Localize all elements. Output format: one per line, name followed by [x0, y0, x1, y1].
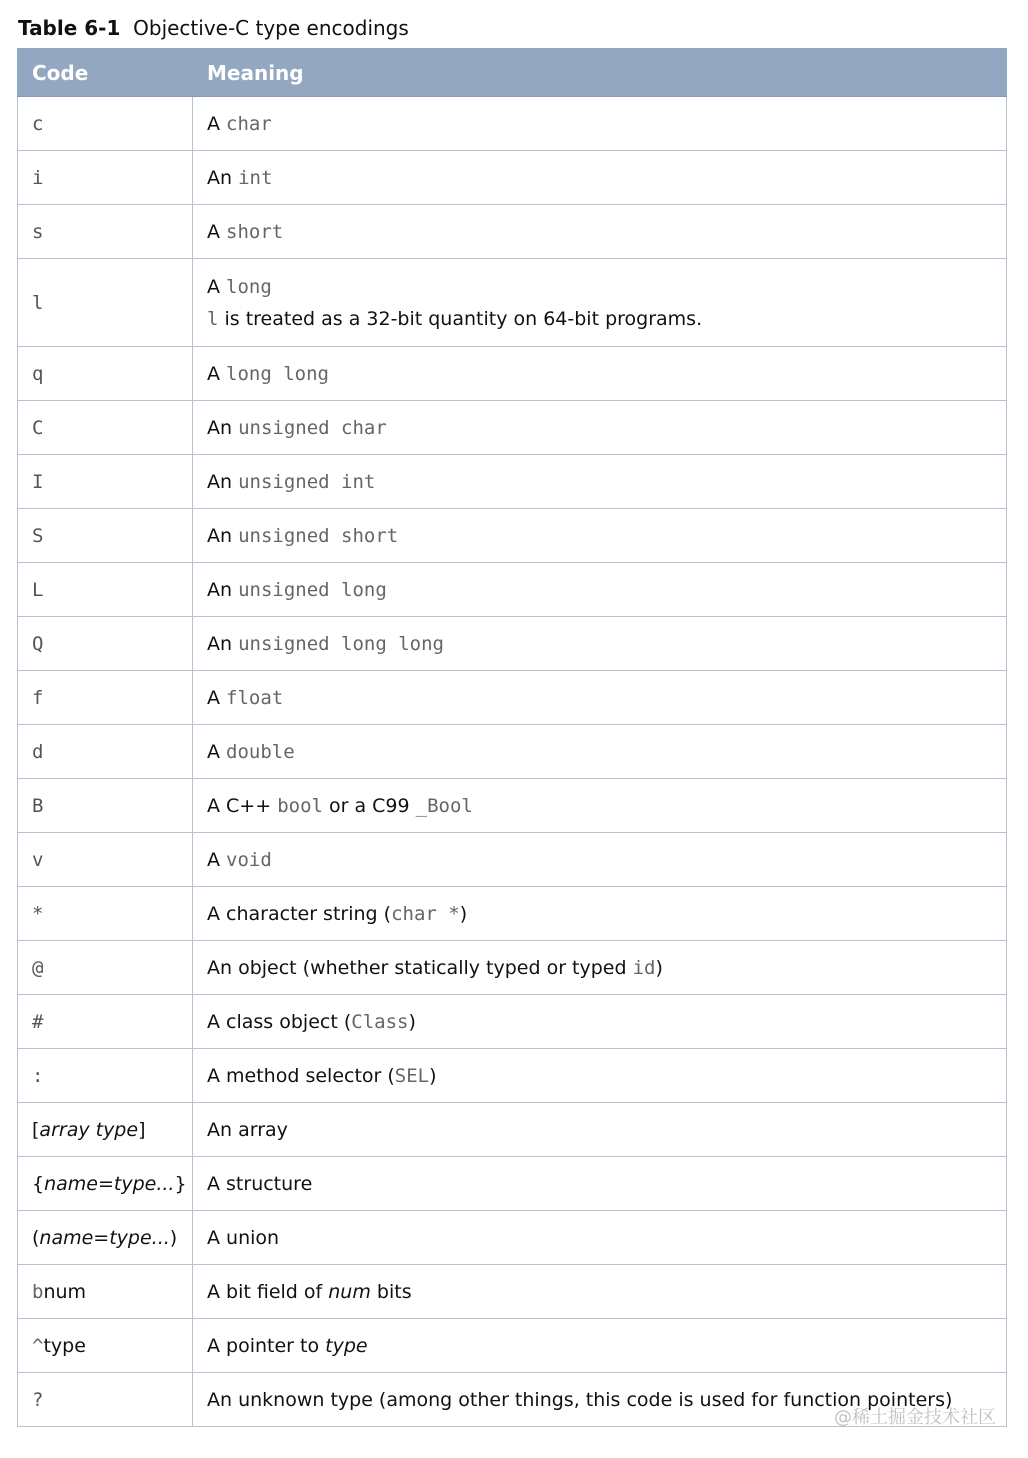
table-row	[18, 509, 1007, 563]
code-cell: i	[18, 151, 193, 205]
code-cell: v	[18, 833, 193, 887]
meaning-cell: An unknown type (among other things, this code is used for function pointers)	[193, 1373, 1007, 1427]
code-cell: [array type]	[18, 1103, 193, 1157]
code-cell: l	[18, 259, 193, 347]
code-cell: ?	[18, 1373, 193, 1427]
code-cell: B	[18, 779, 193, 833]
table-row	[18, 671, 1007, 725]
code-cell: #	[18, 995, 193, 1049]
table-row	[18, 833, 1007, 887]
table-caption-title: Objective-C type encodings	[133, 16, 409, 40]
table-row	[18, 1049, 1007, 1103]
meaning-cell: An unsigned char	[193, 401, 1007, 455]
table-row	[18, 1103, 1007, 1157]
table-row	[18, 151, 1007, 205]
table-row	[18, 563, 1007, 617]
header-code: Code	[18, 49, 193, 97]
meaning-cell: A pointer to type	[193, 1319, 1007, 1373]
code-cell: @	[18, 941, 193, 995]
code-cell: :	[18, 1049, 193, 1103]
code-cell: s	[18, 205, 193, 259]
table-row	[18, 887, 1007, 941]
table-row	[18, 1211, 1007, 1265]
table-row	[18, 1157, 1007, 1211]
meaning-cell: An unsigned int	[193, 455, 1007, 509]
meaning-cell: A long l is treated as a 32-bit quantity on 64-bit programs.	[193, 259, 1007, 347]
table-row	[18, 617, 1007, 671]
header-meaning: Meaning	[193, 49, 1007, 97]
code-cell: Q	[18, 617, 193, 671]
meaning-cell: An array	[193, 1103, 1007, 1157]
meaning-cell: A character string (char *)	[193, 887, 1007, 941]
code-cell: *	[18, 887, 193, 941]
code-cell: {name=type...}	[18, 1157, 193, 1211]
table-row	[18, 97, 1007, 151]
watermark: @稀土掘金技术社区	[834, 1407, 996, 1428]
meaning-note: l is treated as a 32-bit quantity on 64-bit programs.	[207, 307, 703, 330]
code-cell: (name=type...)	[18, 1211, 193, 1265]
code-cell: d	[18, 725, 193, 779]
code-cell: ^type	[18, 1319, 193, 1373]
meaning-cell: A double	[193, 725, 1007, 779]
meaning-cell: A float	[193, 671, 1007, 725]
meaning-cell: A class object (Class)	[193, 995, 1007, 1049]
code-cell: bnum	[18, 1265, 193, 1319]
table-row	[18, 1319, 1007, 1373]
meaning-cell: A short	[193, 205, 1007, 259]
table-row	[18, 401, 1007, 455]
code-cell: I	[18, 455, 193, 509]
table-caption	[18, 14, 409, 42]
meaning-cell: An object (whether statically typed or typed id)	[193, 941, 1007, 995]
table-header-row	[18, 49, 1007, 97]
meaning-cell: A union	[193, 1211, 1007, 1265]
code-cell: q	[18, 347, 193, 401]
table-row	[18, 347, 1007, 401]
meaning-cell: An unsigned long long	[193, 617, 1007, 671]
meaning-cell: A long long	[193, 347, 1007, 401]
meaning-cell: An unsigned long	[193, 563, 1007, 617]
meaning-cell: A bit field of num bits	[193, 1265, 1007, 1319]
meaning-cell: A structure	[193, 1157, 1007, 1211]
meaning-cell: An int	[193, 151, 1007, 205]
table-row	[18, 259, 1007, 347]
table-row	[18, 995, 1007, 1049]
table-row	[18, 1265, 1007, 1319]
table-row	[18, 941, 1007, 995]
table-caption-label: Table 6-1	[18, 16, 121, 40]
code-cell: L	[18, 563, 193, 617]
code-cell: f	[18, 671, 193, 725]
meaning-cell: A method selector (SEL)	[193, 1049, 1007, 1103]
code-cell: c	[18, 97, 193, 151]
meaning-cell: An unsigned short	[193, 509, 1007, 563]
code-cell: C	[18, 401, 193, 455]
table-row	[18, 455, 1007, 509]
table-row	[18, 779, 1007, 833]
meaning-cell: A C++ bool or a C99 _Bool	[193, 779, 1007, 833]
meaning-cell: A void	[193, 833, 1007, 887]
table-row	[18, 205, 1007, 259]
meaning-cell: A char	[193, 97, 1007, 151]
code-cell: S	[18, 509, 193, 563]
type-encodings-table	[17, 48, 1007, 1427]
table-row	[18, 725, 1007, 779]
